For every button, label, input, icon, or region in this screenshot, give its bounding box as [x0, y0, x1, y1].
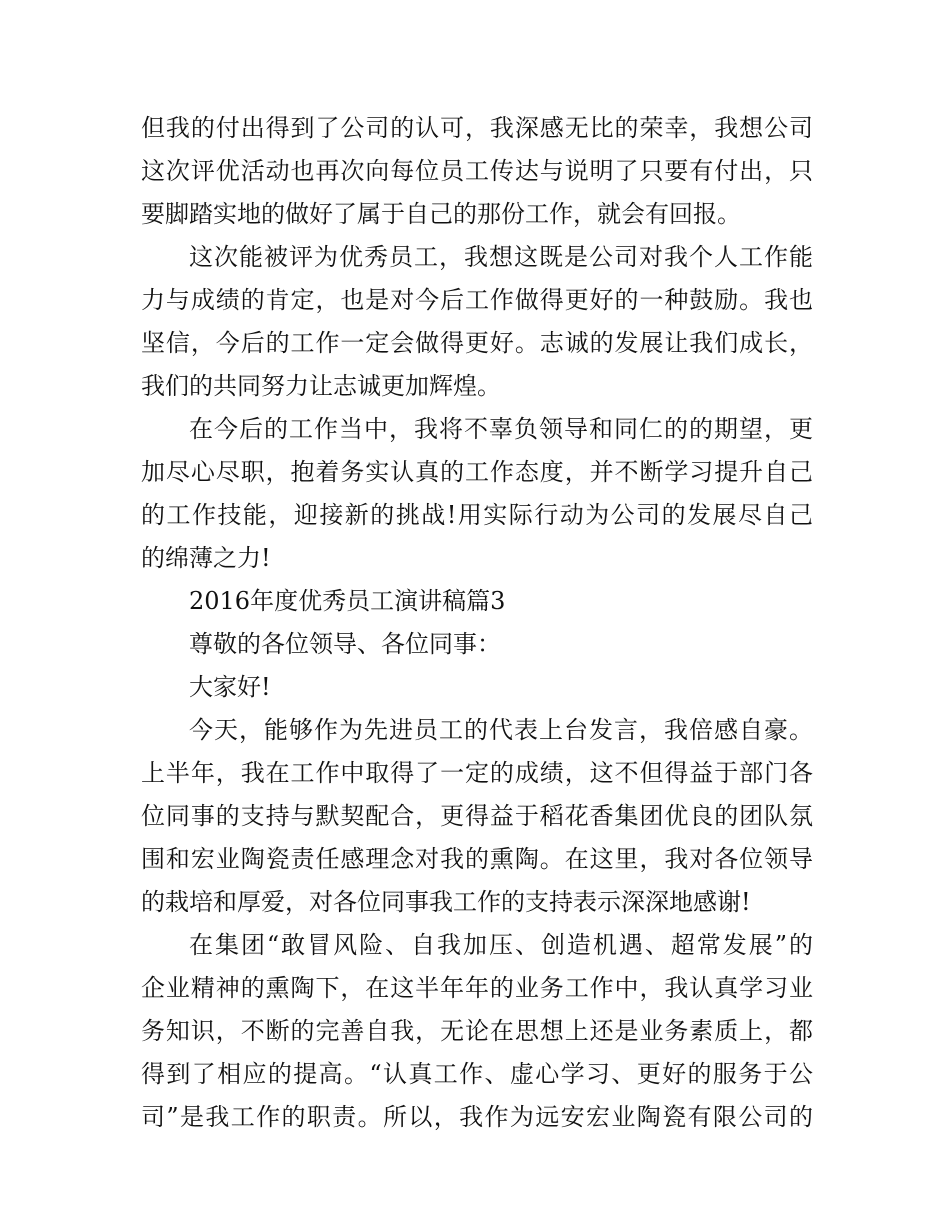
text-line: 但我的付出得到了公司的认可，我深感无比的荣幸，我想公司 [141, 114, 813, 142]
text-line: 的工作技能，迎接新的挑战!用实际行动为公司的发展尽自己 [141, 501, 813, 529]
paragraph [141, 924, 813, 1139]
text-line: 企业精神的熏陶下，在这半年年的业务工作中，我认真学习业 [141, 974, 813, 1002]
text-line: 坚信，今后的工作一定会做得更好。志诚的发展让我们成长， [141, 329, 813, 357]
text-line: 位同事的支持与默契配合，更得益于稻花香集团优良的团队氛 [141, 802, 813, 830]
text-line: 的栽培和厚爱，对各位同事我工作的支持表示深深地感谢! [141, 888, 751, 916]
paragraph [141, 107, 813, 236]
text-line: 在今后的工作当中，我将不辜负领导和同仁的的期望，更 [189, 415, 813, 443]
text-line: 要脚踏实地的做好了属于自己的那份工作，就会有回报。 [141, 200, 741, 228]
text-line: 司”是我工作的职责。所以，我作为远安宏业陶瓷有限公司的 [141, 1103, 813, 1131]
text-line: 围和宏业陶瓷责任感理念对我的熏陶。在这里，我对各位领导 [141, 845, 813, 873]
text-line: 务知识，不断的完善自我，无论在思想上还是业务素质上，都 [141, 1017, 813, 1045]
text-line: 力与成绩的肯定，也是对今后工作做得更好的一种鼓励。我也 [141, 286, 813, 314]
text-line: 这次评优活动也再次向每位员工传达与说明了只要有付出，只 [141, 157, 813, 185]
text-line: 大家好! [189, 673, 271, 701]
section-heading [141, 580, 813, 623]
text-line: 的绵薄之力! [141, 544, 271, 572]
text-line: 今天，能够作为先进员工的代表上台发言，我倍感自豪。 [189, 716, 813, 744]
text-line: 在集团“敢冒风险、自我加压、创造机遇、超常发展”的 [189, 931, 813, 959]
paragraph [141, 408, 813, 580]
text-line: 上半年，我在工作中取得了一定的成绩，这不但得益于部门各 [141, 759, 813, 787]
salutation [141, 623, 813, 666]
greeting [141, 666, 813, 709]
document-page [141, 107, 813, 1139]
text-line: 加尽心尽职，抱着务实认真的工作态度，并不断学习提升自己 [141, 458, 813, 486]
paragraph [141, 236, 813, 408]
text-line: 这次能被评为优秀员工，我想这既是公司对我个人工作能 [189, 243, 813, 271]
text-line: 得到了相应的提高。“认真工作、虚心学习、更好的服务于公 [141, 1060, 813, 1088]
text-line: 2016年度优秀员工演讲稿篇3 [189, 587, 506, 615]
text-line: 我们的共同努力让志诚更加辉煌。 [141, 372, 501, 400]
text-line: 尊敬的各位领导、各位同事： [189, 630, 501, 658]
paragraph [141, 709, 813, 924]
